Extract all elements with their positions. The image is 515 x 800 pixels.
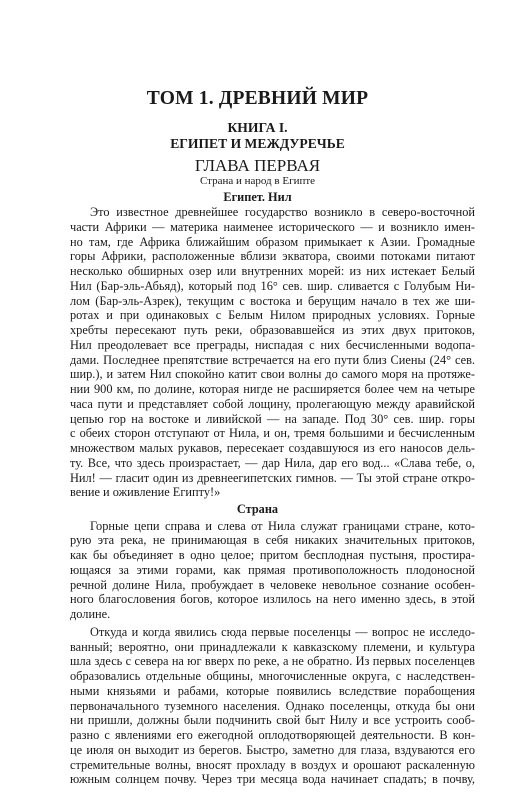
text-line: речной долине Нила, пробуждает в человеке невольное сознание особен- [70,577,475,592]
text-line: части Африки — материка наименее исторического — и возникло имен- [70,219,475,234]
text-line: ными князьями и рабами, которые появились вследствие порабощения [70,683,475,698]
text-line: разно с явлениями его ежегодной оплодотворяющей деятельности. В кон- [70,728,475,742]
text-line: Откуда и когда явились сюда первые поселенцы — вопрос не исследо- [90,624,475,639]
text-line: рую эта река, не принимающая в себя никаких значительных притоков, [70,533,475,548]
text-line: лом (Бар-эль-Азрек), текущим с востока и берущим начало в тех же ши- [70,293,475,308]
book-number: КНИГА I. [227,120,288,135]
text-line: ванный; вероятно, они принадлежали к кавказскому племени, и культура [70,639,475,654]
text-line: дами. Последнее препятствие встречается на его пути близ Сиены (24° сев. [70,352,475,367]
text-line: множеством малых рукавов, пересекает создавшуюся из его наносов дель- [70,441,475,455]
text-line: ротах и при одинаковых с Белым Нилом природных условиях. Горные [70,308,475,323]
text-line: вение и оживление Египту!» [70,485,221,500]
text-line: це июля он выходит из берегов. Быстро, заметно для глаза, вздуваются его [70,742,475,757]
text-line: несколько обширных озер или внутренних морей: из них истекает Белый [70,264,475,278]
section-heading-country: Страна [236,501,279,516]
text-line: долине. [70,607,111,621]
text-line: как бы объединяет в одно целое; притом бесплодная пустыня, простира- [70,548,475,562]
text-line: часа пути и представляет собой лощину, пролегающую между аравийской [70,396,475,411]
text-line: стремительные волны, вносят прохладу в воздух и орошают раскаленную [70,757,475,772]
text-line: горы Африки, расположенные вблизи экватора, своими потоками питают [70,249,475,264]
section-heading-egypt-nile: Египет. Нил [223,190,292,205]
text-line: шир.), и затем Нил спокойно катит свои волны до самого моря на протяже- [70,367,475,382]
text-line: первоначального туземного населения. Однако поселенцы, откуда бы они [70,698,475,713]
text-line: южным солнцем почву. Через три месяца вода начинает спадать; в почву, [70,772,475,787]
text-line: Нил преодолевает все преграды, ниспадая с них бесчисленными водопа- [70,337,475,352]
chapter-subtitle: Страна и народ в Египте [199,175,316,187]
text-line: Это известное древнейшее государство возникло в северо-восточной [90,205,475,219]
text-line: ту. Все, что здесь произрастает, — дар Нила, дар его вод... «Слава тебе, о, [70,455,475,470]
text-line: Горные цепи справа и слева от Нила служат границами стране, кото- [90,518,475,533]
text-line: хребты пересекают путь реки, образовавшейся из этих двух притоков, [70,323,475,337]
text-line: Нил (Бар-эль-Абьяд), который под 16° сев. шир. сливается с Голубым Ни- [70,278,475,293]
text-line: Нил! — гласит один из древнеегипетских гимнов. — Ты этой стране откро- [70,470,475,485]
text-line: ного благословения богов, которое излилось на него именно здесь, в этой [70,592,475,607]
text-line: шла здесь с севера на юг вверх по реке, а не обратно. Из первых поселенцев [70,654,475,669]
text-line: с обеих сторон отступают от Нила, и он, тремя большими и бесчисленным [70,426,475,441]
volume-title: ТОМ 1. ДРЕВНИЙ МИР [146,88,369,109]
text-line: образовались отдельные общины, многочисленные округа, с наследствен- [70,669,475,683]
book-title: ЕГИПЕТ И МЕЖДУРЕЧЬЕ [170,136,345,151]
text-line: ни пришли, должны были подчинить свой быт Нилу и все устроить сооб- [70,713,475,728]
text-line: цепью гор на востоке и ливийской — на западе. Под 30° сев. шир. горы [70,411,475,426]
text-line: ющаяся за этими горами, как прямая противоположность плодоносной [70,562,475,577]
text-line: но там, где Африка ближайшим образом примыкает к Азии. Громадные [70,234,475,249]
text-line: нии 900 км, по долине, которая нигде не расширяется более чем на четыре [70,382,475,396]
chapter-title: ГЛАВА ПЕРВАЯ [194,156,321,175]
